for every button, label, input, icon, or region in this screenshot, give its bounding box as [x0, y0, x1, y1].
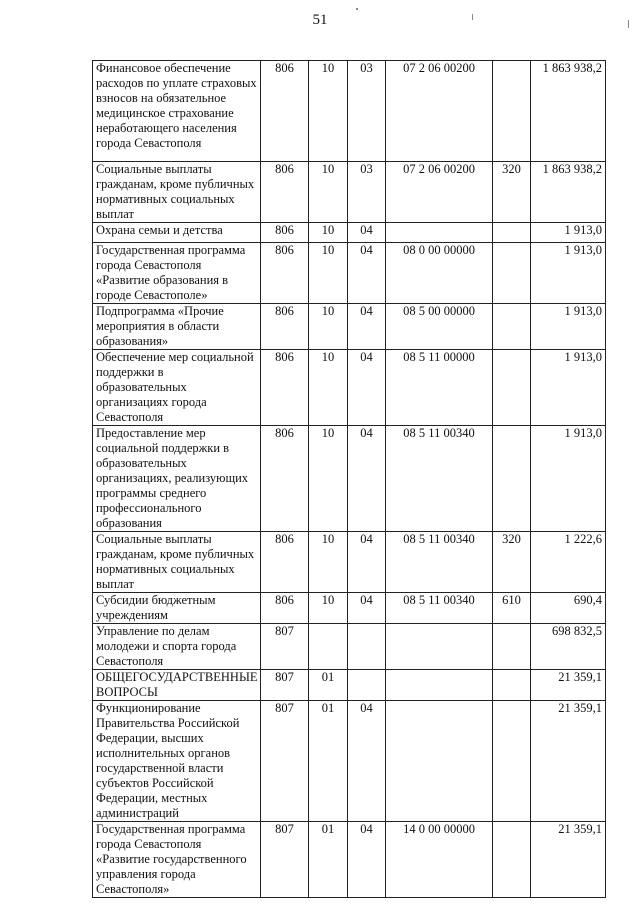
row-name: Субсидии бюджетным учреждениям — [93, 593, 261, 624]
row-name: Государственная программа города Севастополя «Развитие государственного управления города Севастополя» — [93, 822, 261, 898]
row-name: Охрана семьи и детства — [93, 223, 261, 243]
row-section: 10 — [309, 223, 348, 243]
table-row — [93, 670, 606, 701]
row-expense-type — [493, 670, 531, 701]
table-row — [93, 593, 606, 624]
table-row — [93, 61, 606, 162]
row-section: 10 — [309, 593, 348, 624]
row-expense-type — [493, 822, 531, 898]
table-row — [93, 426, 606, 532]
row-grbs: 806 — [261, 532, 309, 593]
row-expense-type — [493, 223, 531, 243]
row-sum: 1 863 938,2 — [531, 61, 606, 162]
row-target-article: 08 5 11 00340 — [386, 532, 493, 593]
table-row — [93, 243, 606, 304]
row-target-article — [386, 670, 493, 701]
budget-table — [92, 60, 606, 898]
row-grbs: 807 — [261, 701, 309, 822]
scan-artifact-mark — [356, 8, 358, 10]
row-expense-type: 320 — [493, 162, 531, 223]
row-subsection: 04 — [348, 304, 386, 350]
row-target-article — [386, 624, 493, 670]
row-name: Управление по делам молодежи и спорта города Севастополя — [93, 624, 261, 670]
row-section: 10 — [309, 426, 348, 532]
row-grbs: 807 — [261, 624, 309, 670]
row-section: 10 — [309, 350, 348, 426]
row-subsection: 04 — [348, 701, 386, 822]
row-expense-type — [493, 243, 531, 304]
row-subsection: 03 — [348, 162, 386, 223]
row-expense-type: 610 — [493, 593, 531, 624]
row-sum: 1 863 938,2 — [531, 162, 606, 223]
row-grbs: 806 — [261, 593, 309, 624]
row-section: 10 — [309, 162, 348, 223]
row-name: Финансовое обеспечение расходов по уплате страховых взносов на обязательное медицинское страхование неработающего населения города Севастополя — [93, 61, 261, 162]
row-section: 10 — [309, 304, 348, 350]
row-subsection — [348, 670, 386, 701]
row-expense-type — [493, 304, 531, 350]
row-grbs: 807 — [261, 822, 309, 898]
row-name: Функционирование Правительства Российской Федерации, высших исполнительных органов государственной власти субъектов Российской Федерации, местных администраций — [93, 701, 261, 822]
row-name: Государственная программа города Севастополя «Развитие образования в городе Севастополе» — [93, 243, 261, 304]
row-subsection: 04 — [348, 223, 386, 243]
row-grbs: 807 — [261, 670, 309, 701]
row-sum: 21 359,1 — [531, 701, 606, 822]
row-expense-type: 320 — [493, 532, 531, 593]
row-grbs: 806 — [261, 426, 309, 532]
row-expense-type — [493, 350, 531, 426]
row-expense-type — [493, 61, 531, 162]
row-section: 10 — [309, 532, 348, 593]
row-sum: 1 913,0 — [531, 426, 606, 532]
row-target-article: 08 5 00 00000 — [386, 304, 493, 350]
row-target-article: 08 5 11 00340 — [386, 593, 493, 624]
row-sum: 1 222,6 — [531, 532, 606, 593]
row-subsection: 03 — [348, 61, 386, 162]
table-row — [93, 223, 606, 243]
row-section: 01 — [309, 822, 348, 898]
table-row — [93, 701, 606, 822]
row-grbs: 806 — [261, 304, 309, 350]
row-name: Предоставление мер социальной поддержки в образовательных организациях, реализующих программы среднего профессионального образования — [93, 426, 261, 532]
row-name: Подпрограмма «Прочие мероприятия в области образования» — [93, 304, 261, 350]
row-subsection: 04 — [348, 822, 386, 898]
row-section: 01 — [309, 701, 348, 822]
scan-artifact-mark — [628, 20, 629, 28]
table-row — [93, 304, 606, 350]
row-target-article: 14 0 00 00000 — [386, 822, 493, 898]
row-section: 10 — [309, 61, 348, 162]
row-sum: 1 913,0 — [531, 223, 606, 243]
row-sum: 1 913,0 — [531, 304, 606, 350]
row-expense-type — [493, 426, 531, 532]
row-expense-type — [493, 701, 531, 822]
row-grbs: 806 — [261, 350, 309, 426]
row-target-article: 07 2 06 00200 — [386, 61, 493, 162]
row-name: Обеспечение мер социальной поддержки в образовательных организациях города Севастополя — [93, 350, 261, 426]
row-grbs: 806 — [261, 223, 309, 243]
row-name: Социальные выплаты гражданам, кроме публичных нормативных социальных выплат — [93, 532, 261, 593]
row-subsection — [348, 624, 386, 670]
row-sum: 21 359,1 — [531, 822, 606, 898]
row-name: ОБЩЕГОСУДАРСТВЕННЫЕ ВОПРОСЫ — [93, 670, 261, 701]
table-row — [93, 350, 606, 426]
row-section: 10 — [309, 243, 348, 304]
row-target-article — [386, 223, 493, 243]
scan-artifact-mark — [472, 14, 473, 20]
row-name: Социальные выплаты гражданам, кроме публичных нормативных социальных выплат — [93, 162, 261, 223]
row-target-article: 07 2 06 00200 — [386, 162, 493, 223]
row-target-article — [386, 701, 493, 822]
row-target-article: 08 5 11 00000 — [386, 350, 493, 426]
table-row — [93, 532, 606, 593]
row-sum: 690,4 — [531, 593, 606, 624]
row-grbs: 806 — [261, 61, 309, 162]
table-row — [93, 822, 606, 898]
row-subsection: 04 — [348, 350, 386, 426]
page-number: 51 — [312, 12, 328, 28]
row-grbs: 806 — [261, 243, 309, 304]
row-subsection: 04 — [348, 426, 386, 532]
row-sum: 1 913,0 — [531, 350, 606, 426]
row-section: 01 — [309, 670, 348, 701]
row-expense-type — [493, 624, 531, 670]
row-sum: 1 913,0 — [531, 243, 606, 304]
row-sum: 698 832,5 — [531, 624, 606, 670]
row-subsection: 04 — [348, 532, 386, 593]
table-row — [93, 624, 606, 670]
row-sum: 21 359,1 — [531, 670, 606, 701]
row-section — [309, 624, 348, 670]
table-row — [93, 162, 606, 223]
row-subsection: 04 — [348, 593, 386, 624]
row-target-article: 08 0 00 00000 — [386, 243, 493, 304]
row-subsection: 04 — [348, 243, 386, 304]
row-target-article: 08 5 11 00340 — [386, 426, 493, 532]
row-grbs: 806 — [261, 162, 309, 223]
